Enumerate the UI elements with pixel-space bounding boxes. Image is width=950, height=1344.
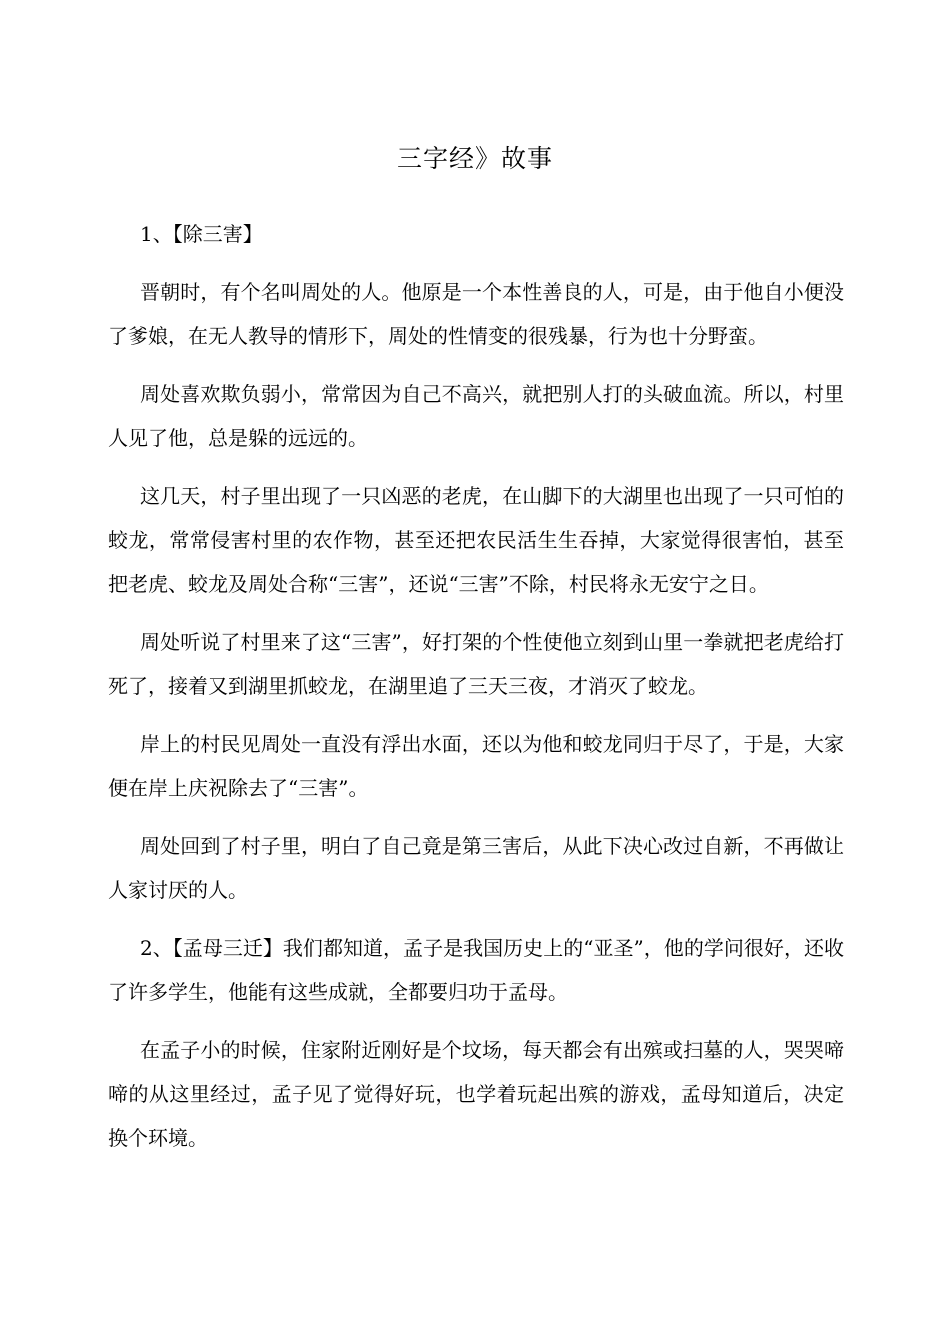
paragraph: 周处听说了村里来了这“三害”，好打架的个性使他立刻到山里一拳就把老虎给打死了，接着又到湖里抓蛟龙，在湖里追了三天三夜，才消灭了蛟龙。 bbox=[108, 630, 844, 698]
document-title: 三字经》故事 bbox=[396, 144, 553, 173]
paragraph: 岸上的村民见周处一直没有浮出水面，还以为他和蛟龙同归于尽了，于是，大家便在岸上庆祝除去了“三害”。 bbox=[108, 732, 844, 800]
paragraph: 这几天，村子里出现了一只凶恶的老虎，在山脚下的大湖里也出现了一只可怕的蛟龙，常常侵害村里的农作物，甚至还把农民活生生吞掉，大家觉得很害怕，甚至把老虎、蛟龙及周处合称“三害”，还说“三害”不除，村民将永无安宁之日。 bbox=[108, 484, 844, 596]
section-heading-1: 1、【除三害】 bbox=[140, 222, 263, 246]
document-body bbox=[108, 212, 844, 1174]
paragraph: 周处回到了村子里，明白了自己竟是第三害后，从此下决心改过自新，不再做让人家讨厌的人。 bbox=[108, 834, 844, 902]
paragraph: 在孟子小的时候，住家附近刚好是个坟场，每天都会有出殡或扫墓的人，哭哭啼啼的从这里经过，孟子见了觉得好玩，也学着玩起出殡的游戏，孟母知道后，决定换个环境。 bbox=[108, 1038, 844, 1150]
paragraph: 周处喜欢欺负弱小，常常因为自己不高兴，就把别人打的头破血流。所以，村里人见了他，总是躲的远远的。 bbox=[108, 382, 844, 450]
section-heading-2: 2、【孟母三迁】我们都知道，孟子是我国历史上的“亚圣”，他的学问很好，还收了许多学生，他能有这些成就，全都要归功于孟母。 bbox=[108, 936, 844, 1004]
paragraph: 晋朝时，有个名叫周处的人。他原是一个本性善良的人，可是，由于他自小便没了爹娘，在无人教导的情形下，周处的性情变的很残暴，行为也十分野蛮。 bbox=[108, 280, 844, 348]
